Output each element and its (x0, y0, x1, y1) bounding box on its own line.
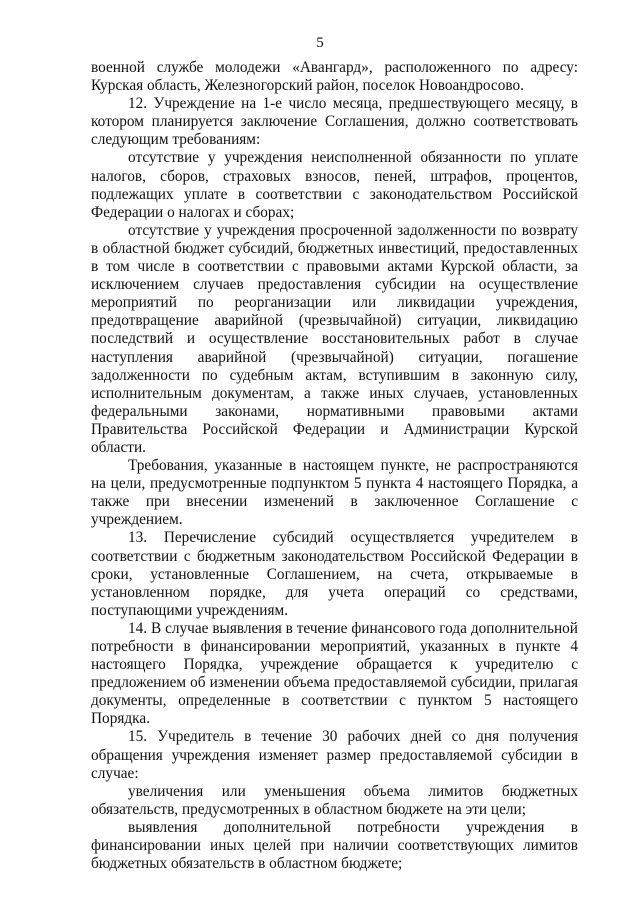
paragraph-case-additional-need: выявления дополнительной потребности учреждения в финансировании иных целей при наличии соответствующих лимитов бюджетных обязательств в областном бюджете; (91, 818, 578, 873)
paragraph-item-14: 14. В случае выявления в течение финансового года дополнительной потребности в финансировании мероприятий, указанных в пункте 4 настоящего Порядка, учреждение обращается к учредителю с предложением об изменении объема предоставляемой субсидии, прилагая документы, определенные в соответствии с пунктом 5 настоящего Порядка. (91, 619, 578, 728)
paragraph-continuation: военной службе молодежи «Авангард», расположенного по адресу: Курская область, Железногорский район, поселок Новоандросово. (91, 59, 578, 95)
paragraph-item-15: 15. Учредитель в течение 30 рабочих дней со дня получения обращения учреждения изменяет размер предоставляемой субсидии в случае: (91, 728, 578, 782)
paragraph-requirement-taxes: отсутствие у учреждения неисполненной обязанности по уплате налогов, сборов, страховых взносов, пеней, штрафов, процентов, подлежащих уплате в соответствии с законодательством Российской Федерации о налогах и сборах; (91, 149, 578, 221)
paragraph-case-limits: увеличения или уменьшения объема лимитов бюджетных обязательств, предусмотренных в областном бюджете на эти цели; (91, 782, 578, 818)
paragraph-item-13: 13. Перечисление субсидий осуществляется учредителем в соответствии с бюджетным законодательством Российской Федерации в сроки, установленные Соглашением, на счета, открываемые в установленном порядке, для учета операций со средствами, поступающими учреждениям. (91, 529, 578, 619)
paragraph-requirements-exception: Требования, указанные в настоящем пункте, не распространяются на цели, предусмотренные подпунктом 5 пункта 4 настоящего Порядка, а также при внесении изменений в заключенное Соглашение с учреждением. (91, 457, 578, 529)
paragraph-requirement-debt: отсутствие у учреждения просроченной задолженности по возврату в областной бюджет субсидий, бюджетных инвестиций, предоставленных в том числе в соответствии с правовыми актами Курской области, за исключением случаев предоставления субсидии на осуществление мероприятий по реорганизации или ликвидации учреждения, предотвращение аварийной (чрезвычайной) ситуации, ликвидацию последствий и осуществление восстановительных работ в случае наступления аварийной (чрезвычайной) ситуации, погашение задолженности по судебным актам, вступившим в законную силу, исполнительным документам, а также иных случаев, установленных федеральными законами, нормативными правовыми актами Правительства Российской Федерации и Администрации Курской области. (91, 221, 578, 456)
document-body (91, 59, 578, 873)
paragraph-item-12: 12. Учреждение на 1-е число месяца, предшествующего месяцу, в котором планируется заключение Соглашения, должно соответствовать следующим требованиям: (91, 95, 578, 149)
page-number: 5 (316, 35, 324, 51)
